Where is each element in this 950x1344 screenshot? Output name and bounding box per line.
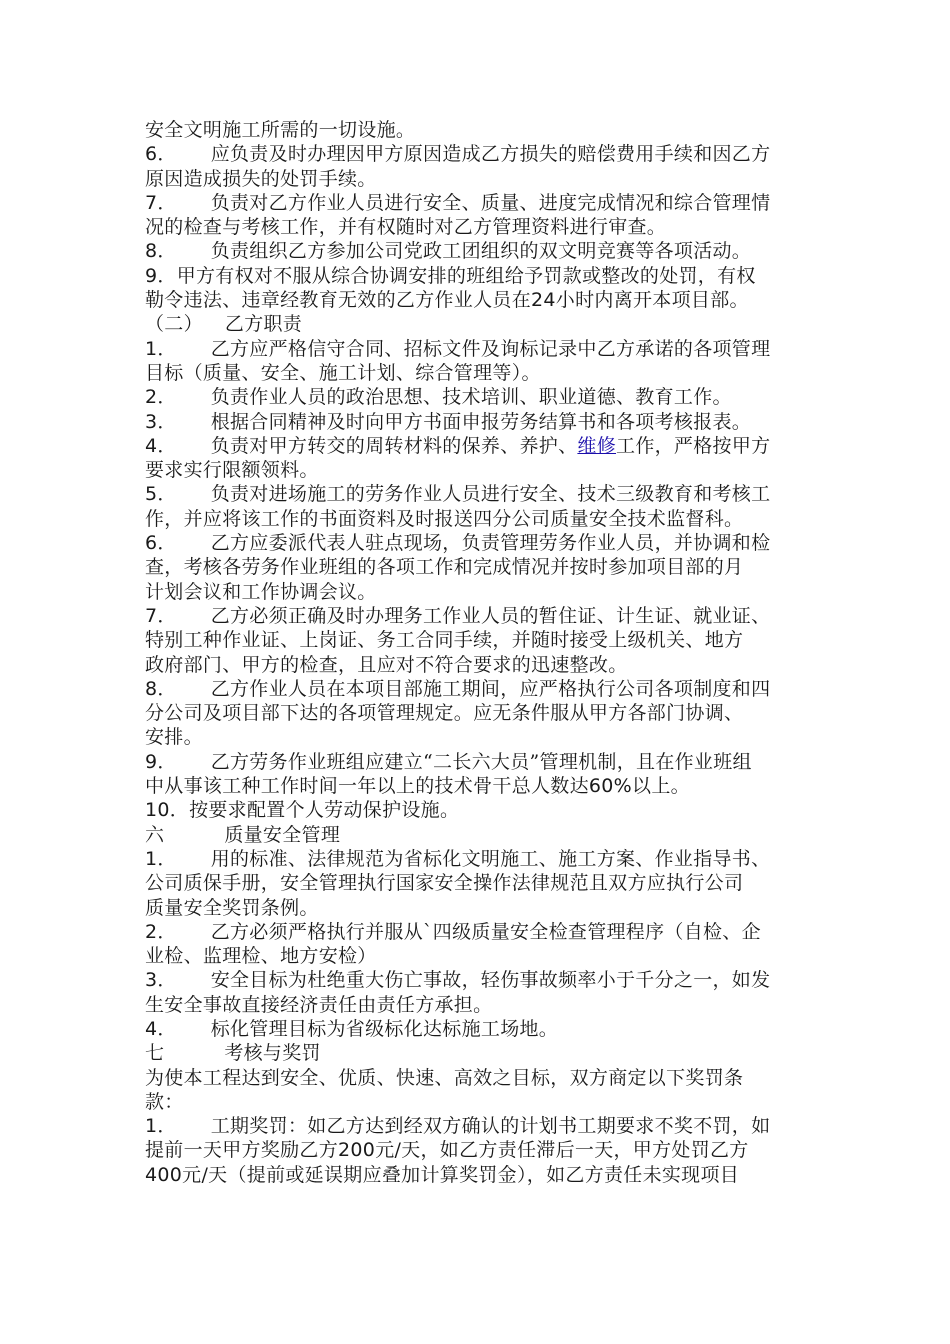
item-number: 2．: [145, 386, 177, 409]
line-text: 考核与奖罚: [224, 1042, 321, 1065]
line-text: 标化管理目标为省级标化达标施工场地。: [210, 1017, 559, 1040]
text-line: [145, 385, 810, 409]
text-line: 目标（质量、安全、施工计划、综合管理等）。: [145, 361, 541, 384]
item-number: 4．: [145, 434, 177, 457]
item-number: （二）: [145, 313, 203, 336]
line-text: 工期奖罚：如乙方达到经双方确认的计划书工期要求不奖不罚，如: [210, 1115, 771, 1138]
item-number: 5．: [145, 483, 177, 506]
text-line: [145, 847, 810, 871]
line-text: 应负责及时办理因甲方原因造成乙方损失的赔偿费用手续和因乙方: [210, 143, 771, 166]
text-line: 业检、监理检、地方安检）: [145, 945, 377, 968]
text-line: 提前一天甲方奖励乙方200元/天，如乙方责任滞后一天，甲方处罚乙方: [145, 1139, 749, 1162]
text-line: [145, 1114, 810, 1138]
text-line: 原因造成损失的处罚手续。: [145, 167, 377, 190]
text-line: [145, 920, 810, 944]
line-text: 乙方劳务作业班组应建立“二长六大员”管理机制，且在作业班组: [210, 750, 752, 773]
line-text: 质量安全管理: [224, 823, 341, 846]
item-number: 七: [145, 1042, 165, 1065]
text-line: 10．按要求配置个人劳动保护设施。: [145, 799, 460, 822]
text-line: [145, 142, 810, 166]
text-line: 政府部门、甲方的检查，且应对不符合要求的迅速整改。: [145, 653, 628, 676]
line-text: 乙方必须正确及时办理务工作业人员的暂住证、计生证、就业证、: [210, 604, 771, 627]
item-number: 1．: [145, 847, 177, 870]
text-line: [145, 1017, 810, 1041]
text-line: [145, 482, 810, 506]
maintenance-link[interactable]: 维修: [577, 434, 617, 457]
text-line: [145, 1041, 810, 1065]
text-line: 分公司及项目部下达的各项管理规定。应无条件服从甲方各部门协调、: [145, 702, 744, 725]
text-line: [145, 312, 810, 336]
text-line: 安全文明施工所需的一切设施。: [145, 119, 416, 141]
line-text: 安全目标为杜绝重大伤亡事故，轻伤事故频率小于千分之一，如发: [210, 969, 771, 992]
text-line: 特别工种作业证、上岗证、务工合同手续，并随时接受上级机关、地方: [145, 629, 744, 652]
text-line: 查，考核各劳务作业班组的各项工作和完成情况并按时参加项目部的月: [145, 556, 744, 579]
item-number: 6．: [145, 143, 177, 166]
item-number: 7．: [145, 191, 177, 214]
line-text: 负责对进场施工的劳务作业人员进行安全、技术三级教育和考核工: [210, 483, 771, 506]
text-line: 作，并应将该工作的书面资料及时报送四分公司质量安全技术监督科。: [145, 507, 744, 530]
line-text: 负责对乙方作业人员进行安全、质量、进度完成情况和综合管理情: [210, 191, 771, 214]
item-number: 1．: [145, 1115, 177, 1138]
item-number: 六: [145, 823, 165, 846]
text-line: 况的检查与考核工作，并有权随时对乙方管理资料进行审查。: [145, 216, 667, 239]
item-number: 8．: [145, 677, 177, 700]
item-number: 3．: [145, 410, 177, 433]
text-line: 为使本工程达到安全、优质、快速、高效之目标，双方商定以下奖罚条: [145, 1066, 744, 1089]
line-text: 乙方必须严格执行并服从`四级质量安全检查管理程序（自检、企: [210, 920, 761, 943]
text-line: [145, 410, 810, 434]
item-number: 8．: [145, 240, 177, 263]
text-line: 质量安全奖罚条例。: [145, 896, 319, 919]
text-line: 400元/天（提前或延误期应叠加计算奖罚金），如乙方责任未实现项目: [145, 1163, 740, 1186]
line-text: 负责组织乙方参加公司党政工团组织的双文明竞赛等各项活动。: [210, 240, 752, 263]
item-number: 2．: [145, 920, 177, 943]
line-text: 乙方应委派代表人驻点现场，负责管理劳务作业人员，并协调和检: [210, 532, 771, 555]
line-text: 根据合同精神及时向甲方书面申报劳务结算书和各项考核报表。: [210, 410, 752, 433]
text-line: [145, 823, 810, 847]
text-line: [145, 968, 810, 992]
document-page: [145, 118, 810, 1187]
text-line: 款：: [145, 1090, 184, 1113]
line-text: 乙方应严格信守合同、招标文件及询标记录中乙方承诺的各项管理: [210, 337, 771, 360]
item-number: 1．: [145, 337, 177, 360]
line-text: 用的标准、法律规范为省标化文明施工、施工方案、作业指导书、: [210, 847, 771, 870]
line-text: 工作，严格按甲方: [616, 434, 771, 457]
text-line: 勒令违法、违章经教育无效的乙方作业人员在24小时内离开本项目部。: [145, 289, 749, 312]
text-line: [145, 337, 810, 361]
text-line: [145, 239, 810, 263]
item-number: 3．: [145, 969, 177, 992]
text-line: 中从事该工种工作时间一年以上的技术骨干总人数达60%以上。: [145, 775, 690, 798]
text-line: [145, 750, 810, 774]
text-line: 公司质保手册，安全管理执行国家安全操作法律规范且双方应执行公司: [145, 872, 744, 895]
item-number: 6．: [145, 532, 177, 555]
text-line: [145, 191, 810, 215]
text-line: 9．甲方有权对不服从综合协调安排的班组给予罚款或整改的处罚，有权: [145, 264, 756, 287]
text-line: 安排。: [145, 726, 203, 749]
text-line: 计划会议和工作协调会议。: [145, 580, 377, 603]
text-line: [145, 434, 810, 458]
item-number: 4．: [145, 1017, 177, 1040]
text-line: [145, 604, 810, 628]
item-number: 9．: [145, 750, 177, 773]
line-text: 乙方作业人员在本项目部施工期间，应严格执行公司各项制度和四: [210, 677, 771, 700]
line-text: 负责作业人员的政治思想、技术培训、职业道德、教育工作。: [210, 386, 732, 409]
line-text: 乙方职责: [224, 313, 303, 336]
text-line: [145, 677, 810, 701]
text-line: 要求实行限额领料。: [145, 459, 319, 482]
text-line: 生安全事故直接经济责任由责任方承担。: [145, 993, 493, 1016]
text-line: [145, 531, 810, 555]
item-number: 7．: [145, 604, 177, 627]
line-text: 负责对甲方转交的周转材料的保养、养护、: [210, 434, 578, 457]
